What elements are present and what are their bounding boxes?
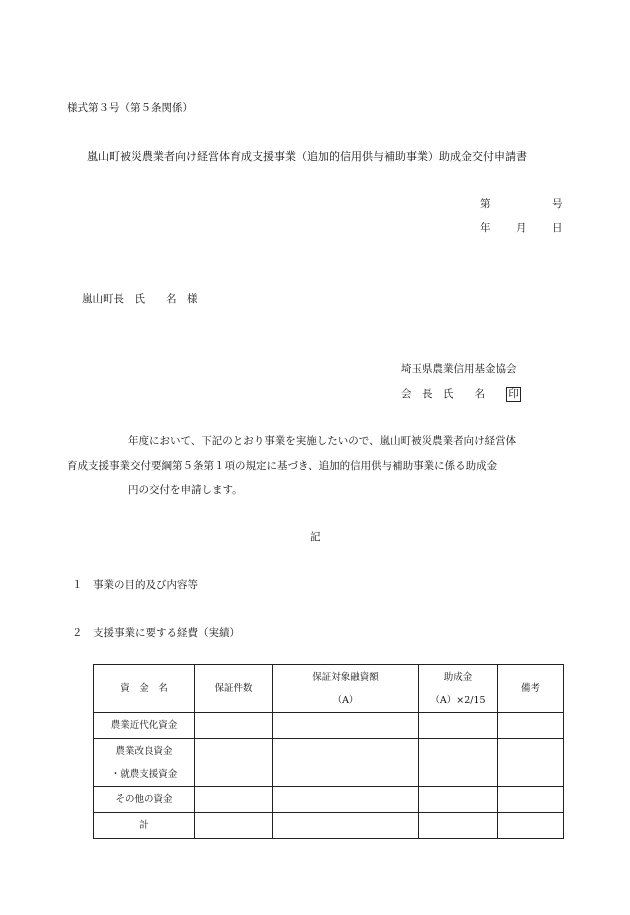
row-fund-name-total: 計 <box>94 813 195 839</box>
body-line-2: 育成支援事業交付要綱第５条第１項の規定に基づき、追加的信用供与補助事業に係る助成金 <box>67 460 498 472</box>
table-row <box>94 739 564 787</box>
header-loan-amount <box>273 665 419 713</box>
body-line-1: 年度において、下記のとおり事業を実施したいので、嵐山町被災農業者向け経営体 <box>128 435 517 447</box>
applicant-role-label: 会 長 氏 名 <box>401 388 485 400</box>
cell-remarks <box>498 713 564 739</box>
row-fund-name: その他の資金 <box>94 787 195 813</box>
date-year: 年 <box>480 222 491 234</box>
row-fund-name-line2: ・就農支援資金 <box>110 768 178 780</box>
addressee: 嵐山町長 氏 名 様 <box>82 293 198 305</box>
section-1-heading: １ 事業の目的及び内容等 <box>72 579 198 591</box>
cell-subsidy <box>419 787 498 813</box>
header-fund-name: 資 金 名 <box>94 665 195 713</box>
form-number: 様式第３号（第５条関係） <box>67 102 193 114</box>
header-subsidy <box>419 665 498 713</box>
row-fund-name-line1: 農業改良資金 <box>115 745 173 757</box>
doc-number-go: 号 <box>552 198 563 210</box>
header-loan-amount-sub: （A） <box>332 694 359 706</box>
row-fund-name <box>94 739 195 787</box>
cell-guarantee-count <box>195 787 273 813</box>
cell-loan-amount <box>273 713 419 739</box>
applicant-org: 埼玉県農業信用基金協会 <box>401 363 517 375</box>
header-remarks: 備考 <box>498 665 564 713</box>
row-fund-name: 農業近代化資金 <box>94 713 195 739</box>
cell-loan-amount <box>273 787 419 813</box>
date-day: 日 <box>552 222 563 234</box>
table-row <box>94 713 564 739</box>
body-line-3: 円の交付を申請します。 <box>128 484 243 496</box>
table-header-row <box>94 665 564 713</box>
doc-number-dai: 第 <box>480 198 491 210</box>
table-row-total <box>94 813 564 839</box>
cell-guarantee-count <box>195 813 273 839</box>
section-2-heading: ２ 支援事業に要する経費（実績） <box>72 627 240 639</box>
cell-remarks <box>498 739 564 787</box>
cell-subsidy <box>419 713 498 739</box>
header-subsidy-label: 助成金 <box>443 671 473 683</box>
header-loan-amount-label: 保証対象融資額 <box>312 671 379 683</box>
header-subsidy-sub: （A）×2/15 <box>430 694 486 706</box>
cell-subsidy <box>419 813 498 839</box>
ki-heading: 記 <box>310 531 321 543</box>
document-title: 嵐山町被災農業者向け経営体育成支援事業（追加的信用供与補助事業）助成金交付申請書 <box>87 150 527 163</box>
header-guarantee-count: 保証件数 <box>195 665 273 713</box>
date-month: 月 <box>516 222 527 234</box>
cell-subsidy <box>419 739 498 787</box>
applicant-role <box>401 387 521 402</box>
cell-remarks <box>498 813 564 839</box>
cell-guarantee-count <box>195 713 273 739</box>
expense-table <box>93 664 564 839</box>
cell-remarks <box>498 787 564 813</box>
table-row <box>94 787 564 813</box>
cell-loan-amount <box>273 739 419 787</box>
cell-guarantee-count <box>195 739 273 787</box>
seal-mark: 印 <box>508 388 519 400</box>
cell-loan-amount <box>273 813 419 839</box>
